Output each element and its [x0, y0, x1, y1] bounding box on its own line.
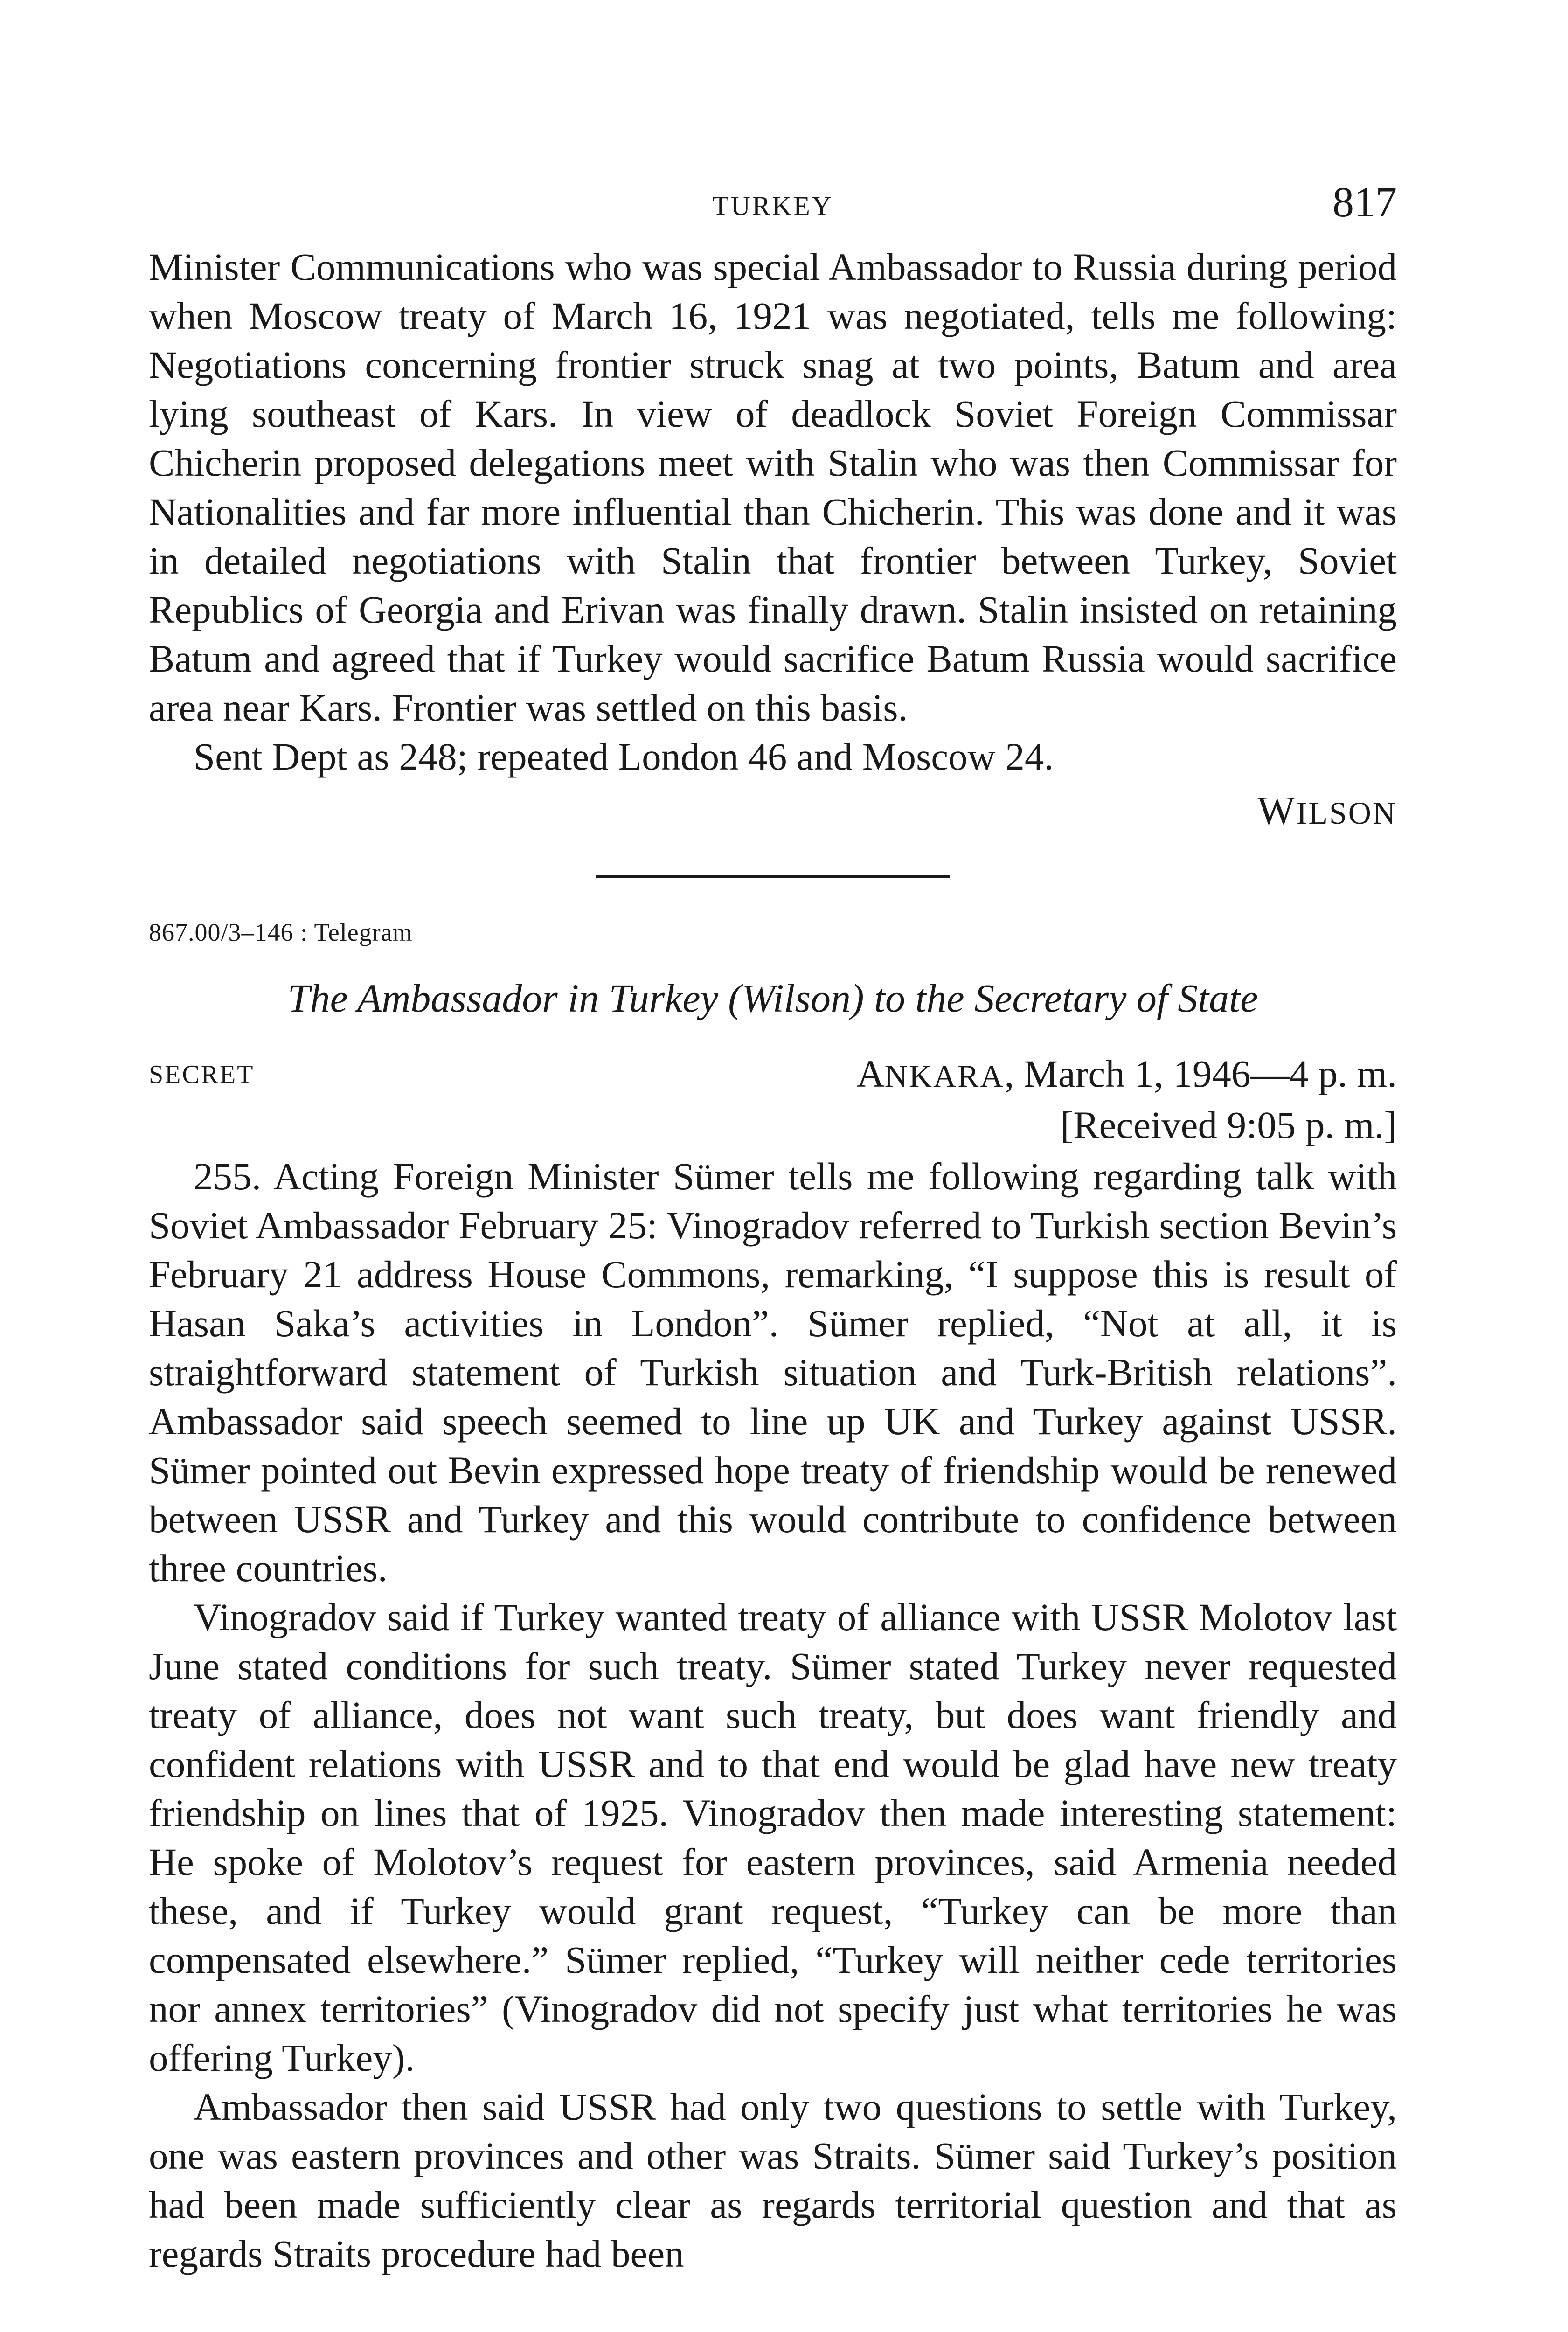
dateline-place-date: [857, 1049, 1397, 1101]
document-title: The Ambassador in Turkey (Wilson) to the Secretary of State: [287, 976, 1258, 1020]
section-divider: [596, 875, 950, 878]
running-title: TURKEY: [712, 191, 833, 221]
document-page: [149, 177, 1397, 2278]
document-meta: [149, 1049, 1397, 1147]
previous-message-paragraph: Minister Communications who was special Ambassador to Russia during period when Moscow treaty of March 16, 1921 was negotiated, tells me following: Negotiations concerning frontier struck snag at two points, Batum and area lying southeast of Kars. In view of deadlock Soviet Foreign Commissar Chicherin proposed delegations meet with Stalin who was then Commissar for Nationalities and far more influential than Chicherin. This was done and it was in detailed negotiations with Stalin that frontier between Turkey, Soviet Republics of Georgia and Erivan was finally drawn. Stalin insisted on retaining Batum and agreed that if Turkey would sacrifice Batum Russia would sacrifice area near Kars. Frontier was settled on this basis.: [149, 245, 1397, 729]
file-reference: 867.00/3–146 : Telegram: [149, 918, 413, 946]
page-number: 817: [1332, 178, 1397, 226]
dateline: [857, 1049, 1397, 1150]
sent-line: Sent Dept as 248; repeated London 46 and Moscow 24.: [194, 735, 1054, 778]
running-head: [149, 177, 1397, 229]
body-paragraph-1: 255. Acting Foreign Minister Sümer tells me following regarding talk with Soviet Ambassador February 25: Vinogradov referred to Turkish section Bevin’s February 21 address House Commons, remarking, “I suppose this is result of Hasan Saka’s activities in London”. Sümer replied, “Not at all, it is straightforward statement of Turkish situation and Turk-British relations”. Ambassador said speech seemed to line up UK and Turkey against USSR. Sümer pointed out Bevin expressed hope treaty of friendship would be renewed between USSR and Turkey and this would contribute to confidence between three countries.: [149, 1155, 1397, 1589]
signature-rest: ILSON: [1296, 795, 1397, 831]
signature-initial: W: [1257, 788, 1297, 833]
body-paragraph-3: Ambassador then said USSR had only two questions to settle with Turkey, one was eastern provinces and other was Straits. Sümer said Turkey’s position had been made sufficiently clear as regards territorial question and that as regards Straits procedure had been: [149, 2085, 1397, 2275]
received-line: [Received 9:05 p. m.]: [1060, 1104, 1397, 1146]
dateline-place-initial: A: [856, 1052, 885, 1095]
signature: [149, 787, 1397, 833]
dateline-date: , March 1, 1946—4 p. m.: [1004, 1052, 1397, 1095]
dateline-place-rest: NKARA: [884, 1058, 1005, 1094]
classification-label: SECRET: [149, 1060, 255, 1089]
body-paragraph-2: Vinogradov said if Turkey wanted treaty of alliance with USSR Molotov last June stated conditions for such treaty. Sümer stated Turkey never requested treaty of alliance, does not want such treaty, but does want friendly and confident relations with USSR and to that end would be glad have new treaty friendship on lines that of 1925. Vinogradov then made interesting statement: He spoke of Molotov’s request for eastern provinces, said Armenia needed these, and if Turkey would grant request, “Turkey can be more than compensated elsewhere.” Sümer replied, “Turkey will neither cede territories nor annex territories” (Vinogradov did not specify just what territories he was offering Turkey).: [149, 1596, 1397, 2079]
